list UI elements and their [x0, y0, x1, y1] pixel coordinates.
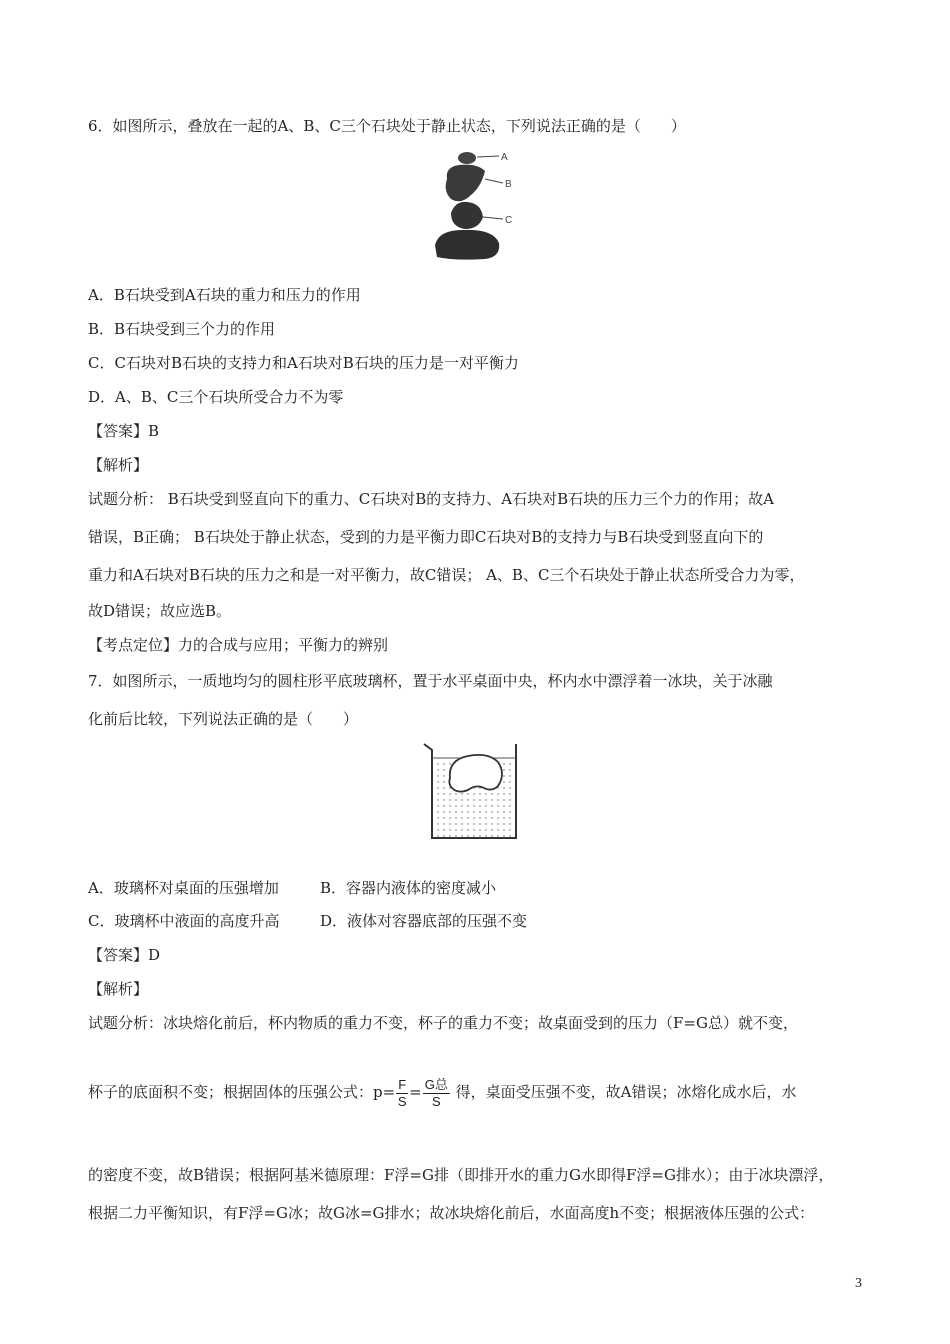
q6-option-b: B．B石块受到三个力的作用 [88, 320, 276, 338]
q6-analysis-heading: 【解析】 [88, 456, 149, 474]
q6-option-c: C．C石块对B石块的支持力和A石块对B石块的压力是一对平衡力 [88, 354, 519, 372]
q7-option-b: B．容器内液体的密度减小 [320, 879, 497, 897]
q7-stem-line-2: 化前后比较，下列说法正确的是（ ） [88, 710, 359, 728]
label-b: B [505, 179, 512, 190]
fraction-g-over-s [423, 1077, 450, 1110]
denominator-s-2: S [431, 1093, 441, 1109]
q6-option-a: A．B石块受到A石块的重力和压力的作用 [88, 286, 361, 304]
label-c: C [505, 215, 513, 226]
q6-analysis-line-1: 试题分析： B石块受到竖直向下的重力、C石块对B的支持力、A石块对B石块的压力三个力的作用；故A [88, 490, 774, 508]
q7-analysis-line-1: 试题分析：冰块熔化前后，杯内物质的重力不变，杯子的重力不变；故桌面受到的压力（F=G总）就不变， [88, 1014, 798, 1032]
stacked-stones-figure [425, 145, 535, 265]
q7-analysis-line-4: 根据二力平衡知识，有F浮=G冰；故G冰=G排水；故冰块熔化前后，水面高度h不变；根据液体压强的公式： [88, 1204, 815, 1222]
glass-with-ice-figure [418, 738, 530, 846]
numerator-f: F [398, 1076, 407, 1092]
q6-analysis-line-4: 故D错误；故应选B。 [88, 602, 232, 620]
q7-option-c: C．玻璃杯中液面的高度升高 [88, 912, 280, 930]
numerator-g-total: G总 [424, 1076, 448, 1092]
denominator-s: S [397, 1093, 407, 1109]
q6-kaodian: 【考点定位】力的合成与应用；平衡力的辨别 [88, 636, 389, 654]
q6-analysis-line-2: 错误，B正确； B石块处于静止状态，受到的力是平衡力即C石块对B的支持力与B石块受到竖直向下的 [88, 528, 764, 546]
pressure-formula-prefix: 杯子的底面积不变；根据固体的压强公式：p= [88, 1083, 396, 1101]
label-a: A [501, 152, 508, 163]
q6-stem: 6．如图所示，叠放在一起的A、B、C三个石块处于静止状态，下列说法正确的是（ ） [88, 117, 686, 135]
q7-analysis-line-2: 杯子的底面积不变；根据固体的压强公式：p= $\frac{F}{S}$ = $\frac{\text{G总}}{S}$ 得，桌面受压强不变，故A错误；冰熔化成水后，水 [88, 1076, 797, 1109]
pressure-formula-suffix: 得，桌面受压强不变，故A错误；冰熔化成水后，水 [455, 1083, 797, 1101]
q7-option-a: A．玻璃杯对桌面的压强增加 [88, 879, 279, 897]
page-number: 3 [855, 1276, 862, 1291]
q6-analysis-line-3: 重力和A石块对B石块的压力之和是一对平衡力，故C错误； A、B、C三个石块处于静止状态所受合力为零， [88, 566, 805, 584]
q6-answer: 【答案】B [88, 422, 160, 440]
fraction-f-over-s [396, 1077, 408, 1110]
q7-option-d: D．液体对容器底部的压强不变 [320, 912, 528, 930]
q7-analysis-line-3: 的密度不变，故B错误；根据阿基米德原理：F浮=G排（即排开水的重力G水即得F浮=G排水）；由于冰块漂浮， [88, 1166, 834, 1184]
q7-answer: 【答案】D [88, 946, 161, 964]
q6-option-d: D．A、B、C三个石块所受合力不为零 [88, 388, 344, 406]
q7-analysis-heading: 【解析】 [88, 980, 149, 998]
q7-stem-line-1: 7．如图所示，一质地均匀的圆柱形平底玻璃杯，置于水平桌面中央，杯内水中漂浮着一冰块，关于冰融 [88, 672, 773, 690]
